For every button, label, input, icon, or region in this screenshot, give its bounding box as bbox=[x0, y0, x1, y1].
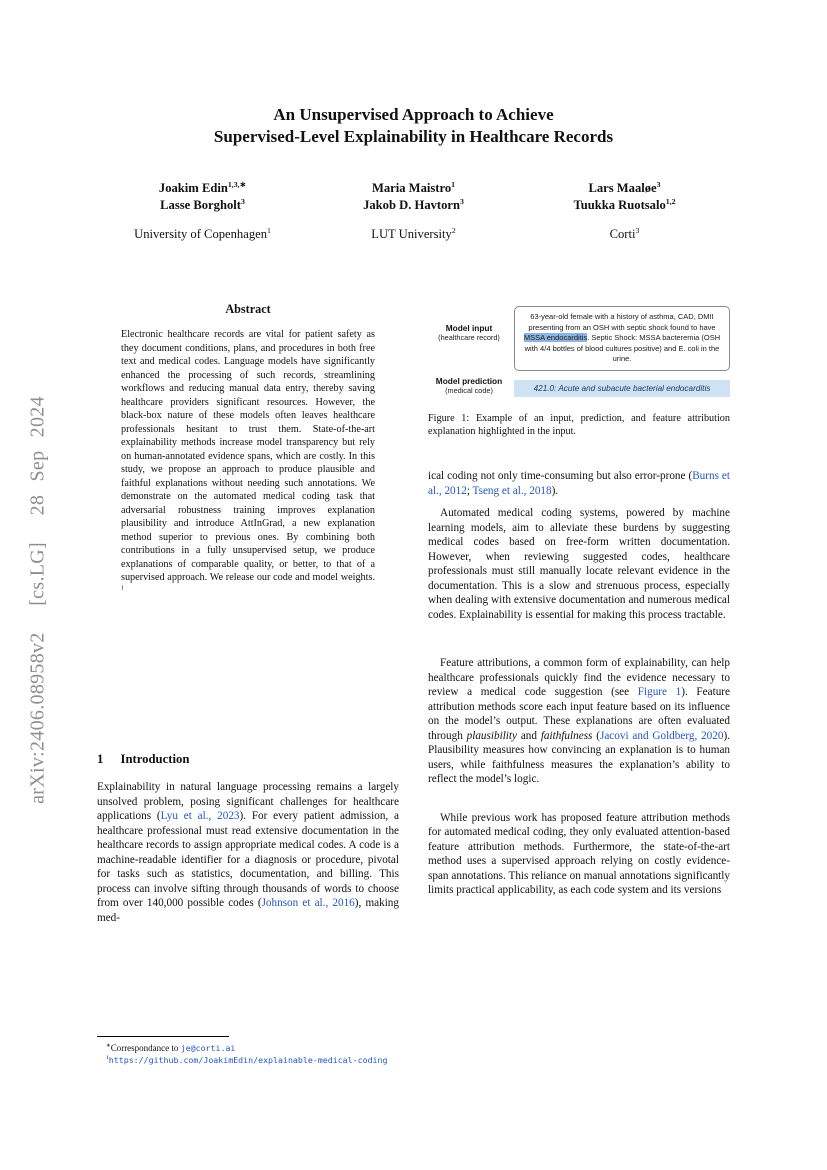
text-span: While previous work has proposed feature attribution methods for automated medical coding, they only evaluated attention-based feature attribution methods. Furthermore, the state-of-the-art method uses a supervised approach relying on costly evidence-span annotations. This reliance on manual annotations significantly limits practical applicability, as each code system and its versions bbox=[428, 811, 730, 896]
link[interactable]: Figure 1 bbox=[637, 686, 682, 698]
text-span: ∗ bbox=[106, 1043, 111, 1049]
highlighted-span: MSSA endocarditis bbox=[523, 333, 588, 342]
figure-input-label bbox=[428, 323, 510, 342]
abstract-heading: Abstract bbox=[225, 302, 271, 316]
text-span: Corti bbox=[609, 227, 636, 241]
text-span: 1,3,∗ bbox=[227, 179, 247, 189]
link[interactable]: Johnson et al., 2016 bbox=[261, 897, 355, 909]
text-span: Tuukka Ruotsalo bbox=[573, 198, 666, 212]
figure-input-label-sub: (healthcare record) bbox=[438, 333, 500, 342]
text-span: ), making med- bbox=[97, 897, 399, 924]
footnote-correspondence bbox=[97, 1043, 399, 1055]
figure-prediction-label-sub: (medical code) bbox=[445, 386, 493, 395]
body-paragraph-2 bbox=[428, 506, 730, 622]
text-span: Automated medical coding systems, powered by machine learning models, aim to alleviate these burdens by suggesting medical codes based on free-form written documentation. However, when reviewing suggested codes, healthcare professionals must still manually locate relevant evidence in the documentation. This is a slow and strenuous process, especially when dealing with extensive documentation and numerous medical codes. Explainability is essential for making this process tractable. bbox=[428, 507, 730, 621]
body-paragraph-3 bbox=[428, 656, 730, 787]
author-block bbox=[97, 180, 730, 242]
text-span: Joakim Edin bbox=[158, 181, 228, 195]
title-line-2: Supervised-Level Explainability in Healthcare Records bbox=[213, 127, 614, 146]
author-name bbox=[97, 197, 308, 214]
figure-prediction-label-title: Model prediction bbox=[435, 376, 503, 386]
text-span: Lasse Borgholt bbox=[160, 198, 241, 212]
paper-title bbox=[0, 104, 827, 148]
text-span: ). Feature attribution methods score each input feature based on its influence on the model’s output. These explanations are often evaluated through bbox=[428, 686, 730, 742]
text-span: Feature attributions, a common form of explainability, can help healthcare professionals quickly find the evidence necessary to review a medical code suggestion (see bbox=[428, 657, 730, 698]
text-span: 63-year-old female with a history of asthma, CAD, DMII presenting from an OSH with septic shock found to have bbox=[528, 312, 716, 332]
text-span: Jakob D. Havtorn bbox=[363, 198, 460, 212]
author-column-2 bbox=[308, 180, 519, 242]
figure-input-label-title: Model input bbox=[445, 323, 493, 333]
text-span: ( bbox=[592, 729, 600, 742]
text-span: 2 bbox=[451, 225, 456, 235]
text-span: ). For every patient admission, a healthcare professional must read extensive documentation in the healthcare records to assign appropriate medical codes. A code is a machine-readable identifier for a diagnosis or procedure, pivotal for tasks such as statistics, documentation, and billing. This process can involve sifting through thousands of words to choose from over 140,000 possible codes ( bbox=[97, 810, 399, 909]
title-line-1: An Unsupervised Approach to Achieve bbox=[273, 105, 554, 124]
author-name bbox=[97, 180, 308, 197]
abstract-text bbox=[121, 328, 375, 598]
author-affiliation bbox=[97, 227, 308, 242]
author-name bbox=[308, 197, 519, 214]
author-column-3 bbox=[519, 180, 730, 242]
text-span: 3 bbox=[240, 196, 245, 206]
text-span: LUT University bbox=[371, 227, 452, 241]
text-span: 1,2 bbox=[665, 196, 676, 206]
figure-1 bbox=[428, 306, 730, 399]
figure-caption bbox=[428, 412, 730, 438]
text-span: Explainability in natural language processing remains a largely unsolved problem, posing significant challenges for healthcare applications ( bbox=[97, 781, 399, 822]
text-span: 3 bbox=[635, 225, 640, 235]
footnote-rule bbox=[97, 1036, 229, 1037]
footnote-code-repository bbox=[97, 1055, 399, 1067]
text-span: . Septic Shock: MSSA bacteremia (OSH with 4/4 bottles of blood cultures positive) and E. coli in the urine. bbox=[524, 333, 721, 363]
footnotes bbox=[97, 1036, 399, 1066]
text-span: plausibility bbox=[466, 729, 517, 742]
text-span: University of Copenhagen bbox=[134, 227, 267, 241]
link[interactable]: Tseng et al., 2018 bbox=[472, 484, 552, 497]
author-name bbox=[519, 197, 730, 214]
author-name bbox=[519, 180, 730, 197]
arxiv-watermark: arXiv:2406.08958v2 [cs.LG] 28 Sep 2024 bbox=[26, 396, 49, 804]
text-span: Figure 1: Example of an input, prediction, and feature attribution explanation highlighted in the input. bbox=[428, 413, 730, 437]
intro-paragraph bbox=[97, 780, 399, 925]
link[interactable]: https://github.com/JoakimEdin/explainable-medical-coding bbox=[108, 1054, 388, 1065]
text-span: ical coding not only time-consuming but also error-prone ( bbox=[428, 470, 693, 482]
text-span: and bbox=[516, 729, 541, 742]
text-span: 1 bbox=[451, 179, 456, 189]
author-affiliation bbox=[308, 227, 519, 242]
author-column-1 bbox=[97, 180, 308, 242]
text-span: Electronic healthcare records are vital for patient safety as they document conditions, plans, and procedures in both free text and medical codes. Language models have significantly enhanced the processing of such records, streamlining workflows and reducing manual data entry, thereby saving healthcare providers significant resources. However, the black-box nature of these models often leaves healthcare professionals hesitant to trust them. State-of-the-art explainability methods increase model transparency but rely on human-annotated evidence spans, which are costly. In this study, we propose an approach to produce plausible and faithful explanations without needing such annotations. We demonstrate on the automated medical coding task that adversarial robustness training improves explanation plausibility and introduce AttInGrad, a new explanation method superior to previous ones. By combining both contributions in a fully unsupervised setup, we produce explanations of comparable quality, or better, to that of a supervised approach. We release our code and model weights. bbox=[121, 329, 375, 583]
text-span: ). bbox=[551, 484, 559, 497]
text-span: 1 bbox=[121, 584, 125, 592]
section-title: Introduction bbox=[120, 752, 190, 766]
link[interactable]: Burns et al., 2012 bbox=[428, 470, 730, 497]
text-span: 1 bbox=[106, 1054, 109, 1061]
section-heading-introduction bbox=[97, 752, 399, 767]
section-number: 1 bbox=[97, 752, 104, 766]
link[interactable]: je@corti.ai bbox=[180, 1043, 236, 1053]
introduction-section bbox=[97, 752, 399, 925]
text-span: Lars Maaløe bbox=[588, 181, 657, 195]
text-span: Maria Maistro bbox=[371, 181, 452, 195]
link[interactable]: Lyu et al., 2023 bbox=[160, 810, 240, 822]
figure-healthcare-record-box bbox=[514, 306, 730, 371]
text-span: ; bbox=[466, 484, 473, 497]
abstract-section bbox=[97, 302, 399, 598]
link[interactable]: Jacovi and Goldberg, 2020 bbox=[599, 729, 724, 742]
figure-prediction-box: 421.0: Acute and subacute bacterial endocarditis bbox=[514, 380, 730, 397]
text-span: faithfulness bbox=[540, 729, 593, 742]
right-column bbox=[428, 302, 730, 898]
body-paragraph-4 bbox=[428, 811, 730, 898]
author-affiliation bbox=[519, 227, 730, 242]
text-span: 1 bbox=[267, 225, 271, 235]
text-span: Correspondance to bbox=[110, 1043, 181, 1053]
text-span: 3 bbox=[460, 196, 464, 206]
text-span: 3 bbox=[656, 179, 661, 189]
author-name bbox=[308, 180, 519, 197]
text-span: ). Plausibility measures how convincing an explanation is to human users, while faithfulness measures the explanation’s ability to reflect the model’s logic. bbox=[428, 729, 730, 785]
figure-prediction-label bbox=[428, 376, 510, 395]
body-paragraph-1 bbox=[428, 469, 730, 498]
